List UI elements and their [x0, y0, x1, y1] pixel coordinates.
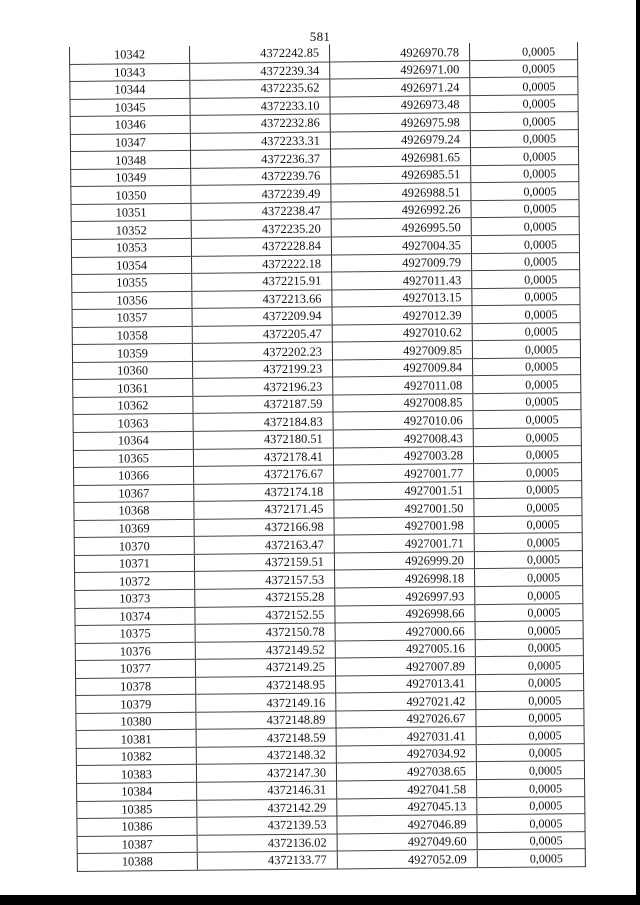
value-cell: 0,0005 — [469, 42, 577, 60]
value-cell: 0,0005 — [477, 849, 585, 868]
value-cell: 0,0005 — [471, 182, 579, 201]
y-coordinate-cell: 4926979.24 — [330, 130, 470, 149]
point-number-cell: 10347 — [70, 133, 190, 152]
coordinates-table-container — [69, 42, 597, 872]
point-number-cell: 10380 — [76, 712, 196, 731]
x-coordinate-cell: 4372235.62 — [190, 79, 330, 98]
point-number-cell: 10388 — [77, 852, 197, 871]
table-row — [77, 849, 585, 871]
point-number-cell: 10387 — [77, 835, 197, 854]
value-cell: 0,0005 — [472, 287, 580, 306]
x-coordinate-cell: 4372166.98 — [194, 518, 334, 537]
y-coordinate-cell: 4927001.98 — [334, 516, 474, 535]
value-cell: 0,0005 — [472, 305, 580, 324]
y-coordinate-cell: 4926998.18 — [335, 569, 475, 588]
y-coordinate-cell: 4927045.13 — [337, 797, 477, 816]
x-coordinate-cell: 4372149.52 — [195, 641, 335, 660]
value-cell: 0,0005 — [473, 428, 581, 447]
point-number-cell: 10376 — [75, 642, 195, 661]
scan-border-right — [636, 0, 640, 905]
y-coordinate-cell: 4927009.79 — [332, 253, 472, 272]
x-coordinate-cell: 4372174.18 — [194, 483, 334, 502]
point-number-cell: 10375 — [75, 624, 195, 643]
x-coordinate-cell: 4372180.51 — [193, 430, 333, 449]
x-coordinate-cell: 4372232.86 — [190, 114, 330, 133]
y-coordinate-cell: 4927013.15 — [332, 288, 472, 307]
x-coordinate-cell: 4372157.53 — [195, 570, 335, 589]
value-cell: 0,0005 — [475, 638, 583, 657]
point-number-cell: 10360 — [73, 361, 193, 380]
value-cell: 0,0005 — [470, 112, 578, 131]
point-number-cell: 10379 — [76, 695, 196, 714]
point-number-cell: 10367 — [74, 484, 194, 503]
value-cell: 0,0005 — [477, 779, 585, 798]
value-cell: 0,0005 — [474, 550, 582, 569]
y-coordinate-cell: 4927026.67 — [336, 709, 476, 728]
value-cell: 0,0005 — [470, 94, 578, 113]
point-number-cell: 10342 — [69, 46, 189, 64]
x-coordinate-cell: 4372171.45 — [194, 500, 334, 519]
x-coordinate-cell: 4372215.91 — [192, 272, 332, 291]
x-coordinate-cell: 4372196.23 — [193, 377, 333, 396]
value-cell: 0,0005 — [474, 463, 582, 482]
y-coordinate-cell: 4927000.66 — [335, 622, 475, 641]
x-coordinate-cell: 4372213.66 — [192, 290, 332, 309]
point-number-cell: 10364 — [73, 431, 193, 450]
y-coordinate-cell: 4927008.85 — [333, 394, 473, 413]
x-coordinate-cell: 4372148.59 — [196, 728, 336, 747]
x-coordinate-cell: 4372238.47 — [191, 202, 331, 221]
point-number-cell: 10345 — [70, 98, 190, 117]
value-cell: 0,0005 — [471, 235, 579, 254]
x-coordinate-cell: 4372148.89 — [196, 711, 336, 730]
point-number-cell: 10372 — [75, 572, 195, 591]
point-number-cell: 10351 — [71, 203, 191, 222]
value-cell: 0,0005 — [475, 621, 583, 640]
value-cell: 0,0005 — [473, 393, 581, 412]
y-coordinate-cell: 4927009.85 — [332, 341, 472, 360]
y-coordinate-cell: 4927052.09 — [337, 850, 477, 869]
y-coordinate-cell: 4927046.89 — [337, 815, 477, 834]
x-coordinate-cell: 4372202.23 — [192, 342, 332, 361]
x-coordinate-cell: 4372239.34 — [190, 62, 330, 81]
y-coordinate-cell: 4927003.28 — [333, 446, 473, 465]
point-number-cell: 10356 — [72, 291, 192, 310]
value-cell: 0,0005 — [470, 59, 578, 78]
x-coordinate-cell: 4372176.67 — [194, 465, 334, 484]
y-coordinate-cell: 4927021.42 — [336, 692, 476, 711]
y-coordinate-cell: 4926973.48 — [330, 95, 470, 114]
value-cell: 0,0005 — [473, 410, 581, 429]
x-coordinate-cell: 4372236.37 — [191, 149, 331, 168]
coordinates-table — [69, 42, 586, 872]
x-coordinate-cell: 4372222.18 — [192, 255, 332, 274]
point-number-cell: 10370 — [74, 537, 194, 556]
value-cell: 0,0005 — [477, 796, 585, 815]
value-cell: 0,0005 — [477, 814, 585, 833]
x-coordinate-cell: 4372159.51 — [194, 553, 334, 572]
value-cell: 0,0005 — [475, 586, 583, 605]
value-cell: 0,0005 — [473, 375, 581, 394]
x-coordinate-cell: 4372184.83 — [193, 412, 333, 431]
value-cell: 0,0005 — [474, 480, 582, 499]
value-cell: 0,0005 — [476, 761, 584, 780]
y-coordinate-cell: 4927034.92 — [336, 744, 476, 763]
value-cell: 0,0005 — [471, 200, 579, 219]
point-number-cell: 10382 — [76, 747, 196, 766]
point-number-cell: 10354 — [72, 256, 192, 275]
x-coordinate-cell: 4372205.47 — [192, 325, 332, 344]
x-coordinate-cell: 4372235.20 — [191, 219, 331, 238]
value-cell: 0,0005 — [475, 568, 583, 587]
point-number-cell: 10349 — [71, 168, 191, 187]
y-coordinate-cell: 4927013.41 — [336, 674, 476, 693]
y-coordinate-cell: 4927031.41 — [336, 727, 476, 746]
value-cell: 0,0005 — [476, 708, 584, 727]
x-coordinate-cell: 4372239.76 — [191, 167, 331, 186]
value-cell: 0,0005 — [476, 743, 584, 762]
value-cell: 0,0005 — [474, 498, 582, 517]
point-number-cell: 10348 — [71, 151, 191, 170]
point-number-cell: 10368 — [74, 502, 194, 521]
point-number-cell: 10361 — [73, 379, 193, 398]
y-coordinate-cell: 4926995.50 — [331, 218, 471, 237]
y-coordinate-cell: 4926999.20 — [334, 551, 474, 570]
point-number-cell: 10346 — [70, 116, 190, 135]
value-cell: 0,0005 — [475, 603, 583, 622]
x-coordinate-cell: 4372239.49 — [191, 184, 331, 203]
point-number-cell: 10343 — [70, 63, 190, 82]
x-coordinate-cell: 4372147.30 — [196, 763, 336, 782]
point-number-cell: 10377 — [75, 659, 195, 678]
x-coordinate-cell: 4372139.53 — [197, 816, 337, 835]
y-coordinate-cell: 4927001.71 — [334, 534, 474, 553]
value-cell: 0,0005 — [476, 726, 584, 745]
point-number-cell: 10386 — [77, 817, 197, 836]
value-cell: 0,0005 — [470, 77, 578, 96]
point-number-cell: 10352 — [71, 221, 191, 240]
point-number-cell: 10384 — [77, 782, 197, 801]
value-cell: 0,0005 — [472, 270, 580, 289]
value-cell: 0,0005 — [473, 357, 581, 376]
point-number-cell: 10362 — [73, 396, 193, 415]
x-coordinate-cell: 4372187.59 — [193, 395, 333, 414]
y-coordinate-cell: 4926971.00 — [330, 60, 470, 79]
x-coordinate-cell: 4372178.41 — [193, 448, 333, 467]
point-number-cell: 10369 — [74, 519, 194, 538]
x-coordinate-cell: 4372163.47 — [194, 535, 334, 554]
y-coordinate-cell: 4927010.06 — [333, 411, 473, 430]
x-coordinate-cell: 4372228.84 — [191, 237, 331, 256]
x-coordinate-cell: 4372150.78 — [195, 623, 335, 642]
point-number-cell: 10365 — [73, 449, 193, 468]
value-cell: 0,0005 — [471, 164, 579, 183]
value-cell: 0,0005 — [473, 445, 581, 464]
y-coordinate-cell: 4927011.43 — [332, 271, 472, 290]
y-coordinate-cell: 4927004.35 — [331, 236, 471, 255]
y-coordinate-cell: 4927011.08 — [333, 376, 473, 395]
point-number-cell: 10359 — [72, 344, 192, 363]
y-coordinate-cell: 4926975.98 — [330, 113, 470, 132]
x-coordinate-cell: 4372148.95 — [196, 676, 336, 695]
point-number-cell: 10350 — [71, 186, 191, 205]
scan-border-bottom — [0, 895, 640, 905]
point-number-cell: 10385 — [77, 800, 197, 819]
x-coordinate-cell: 4372155.28 — [195, 588, 335, 607]
value-cell: 0,0005 — [474, 515, 582, 534]
value-cell: 0,0005 — [470, 129, 578, 148]
value-cell: 0,0005 — [472, 322, 580, 341]
value-cell: 0,0005 — [472, 340, 580, 359]
y-coordinate-cell: 4927008.43 — [333, 429, 473, 448]
x-coordinate-cell: 4372233.10 — [190, 97, 330, 116]
table-body — [69, 42, 585, 871]
point-number-cell: 10358 — [72, 326, 192, 345]
x-coordinate-cell: 4372233.31 — [190, 132, 330, 151]
y-coordinate-cell: 4927041.58 — [337, 780, 477, 799]
point-number-cell: 10374 — [75, 607, 195, 626]
value-cell: 0,0005 — [471, 217, 579, 236]
value-cell: 0,0005 — [471, 252, 579, 271]
x-coordinate-cell: 4372136.02 — [197, 834, 337, 853]
x-coordinate-cell: 4372149.25 — [195, 658, 335, 677]
x-coordinate-cell: 4372146.31 — [197, 781, 337, 800]
value-cell: 0,0005 — [475, 656, 583, 675]
y-coordinate-cell: 4926988.51 — [331, 183, 471, 202]
y-coordinate-cell: 4927001.51 — [334, 481, 474, 500]
point-number-cell: 10355 — [72, 273, 192, 292]
x-coordinate-cell: 4372148.32 — [196, 746, 336, 765]
value-cell: 0,0005 — [474, 533, 582, 552]
x-coordinate-cell: 4372152.55 — [195, 605, 335, 624]
y-coordinate-cell: 4926971.24 — [330, 78, 470, 97]
y-coordinate-cell: 4926992.26 — [331, 201, 471, 220]
x-coordinate-cell: 4372133.77 — [197, 851, 337, 870]
x-coordinate-cell: 4372242.85 — [189, 44, 329, 62]
y-coordinate-cell: 4927009.84 — [333, 358, 473, 377]
y-coordinate-cell: 4927005.16 — [335, 639, 475, 658]
y-coordinate-cell: 4926970.78 — [329, 43, 469, 61]
value-cell: 0,0005 — [476, 691, 584, 710]
point-number-cell: 10344 — [70, 80, 190, 99]
point-number-cell: 10363 — [73, 414, 193, 433]
y-coordinate-cell: 4927038.65 — [336, 762, 476, 781]
x-coordinate-cell: 4372149.16 — [196, 693, 336, 712]
point-number-cell: 10371 — [74, 554, 194, 573]
x-coordinate-cell: 4372209.94 — [192, 307, 332, 326]
point-number-cell: 10383 — [76, 765, 196, 784]
x-coordinate-cell: 4372199.23 — [193, 360, 333, 379]
point-number-cell: 10373 — [75, 589, 195, 608]
y-coordinate-cell: 4927001.50 — [334, 499, 474, 518]
y-coordinate-cell: 4927012.39 — [332, 306, 472, 325]
y-coordinate-cell: 4926998.66 — [335, 604, 475, 623]
page-number: 581 — [309, 29, 331, 44]
point-number-cell: 10353 — [71, 238, 191, 257]
y-coordinate-cell: 4926985.51 — [331, 165, 471, 184]
x-coordinate-cell: 4372142.29 — [197, 798, 337, 817]
point-number-cell: 10381 — [76, 730, 196, 749]
y-coordinate-cell: 4927001.77 — [334, 464, 474, 483]
point-number-cell: 10366 — [74, 466, 194, 485]
y-coordinate-cell: 4926981.65 — [330, 148, 470, 167]
point-number-cell: 10378 — [76, 677, 196, 696]
value-cell: 0,0005 — [476, 673, 584, 692]
point-number-cell: 10357 — [72, 309, 192, 328]
y-coordinate-cell: 4927010.62 — [332, 323, 472, 342]
value-cell: 0,0005 — [470, 147, 578, 166]
y-coordinate-cell: 4927007.89 — [335, 657, 475, 676]
y-coordinate-cell: 4926997.93 — [335, 587, 475, 606]
value-cell: 0,0005 — [477, 831, 585, 850]
y-coordinate-cell: 4927049.60 — [337, 832, 477, 851]
